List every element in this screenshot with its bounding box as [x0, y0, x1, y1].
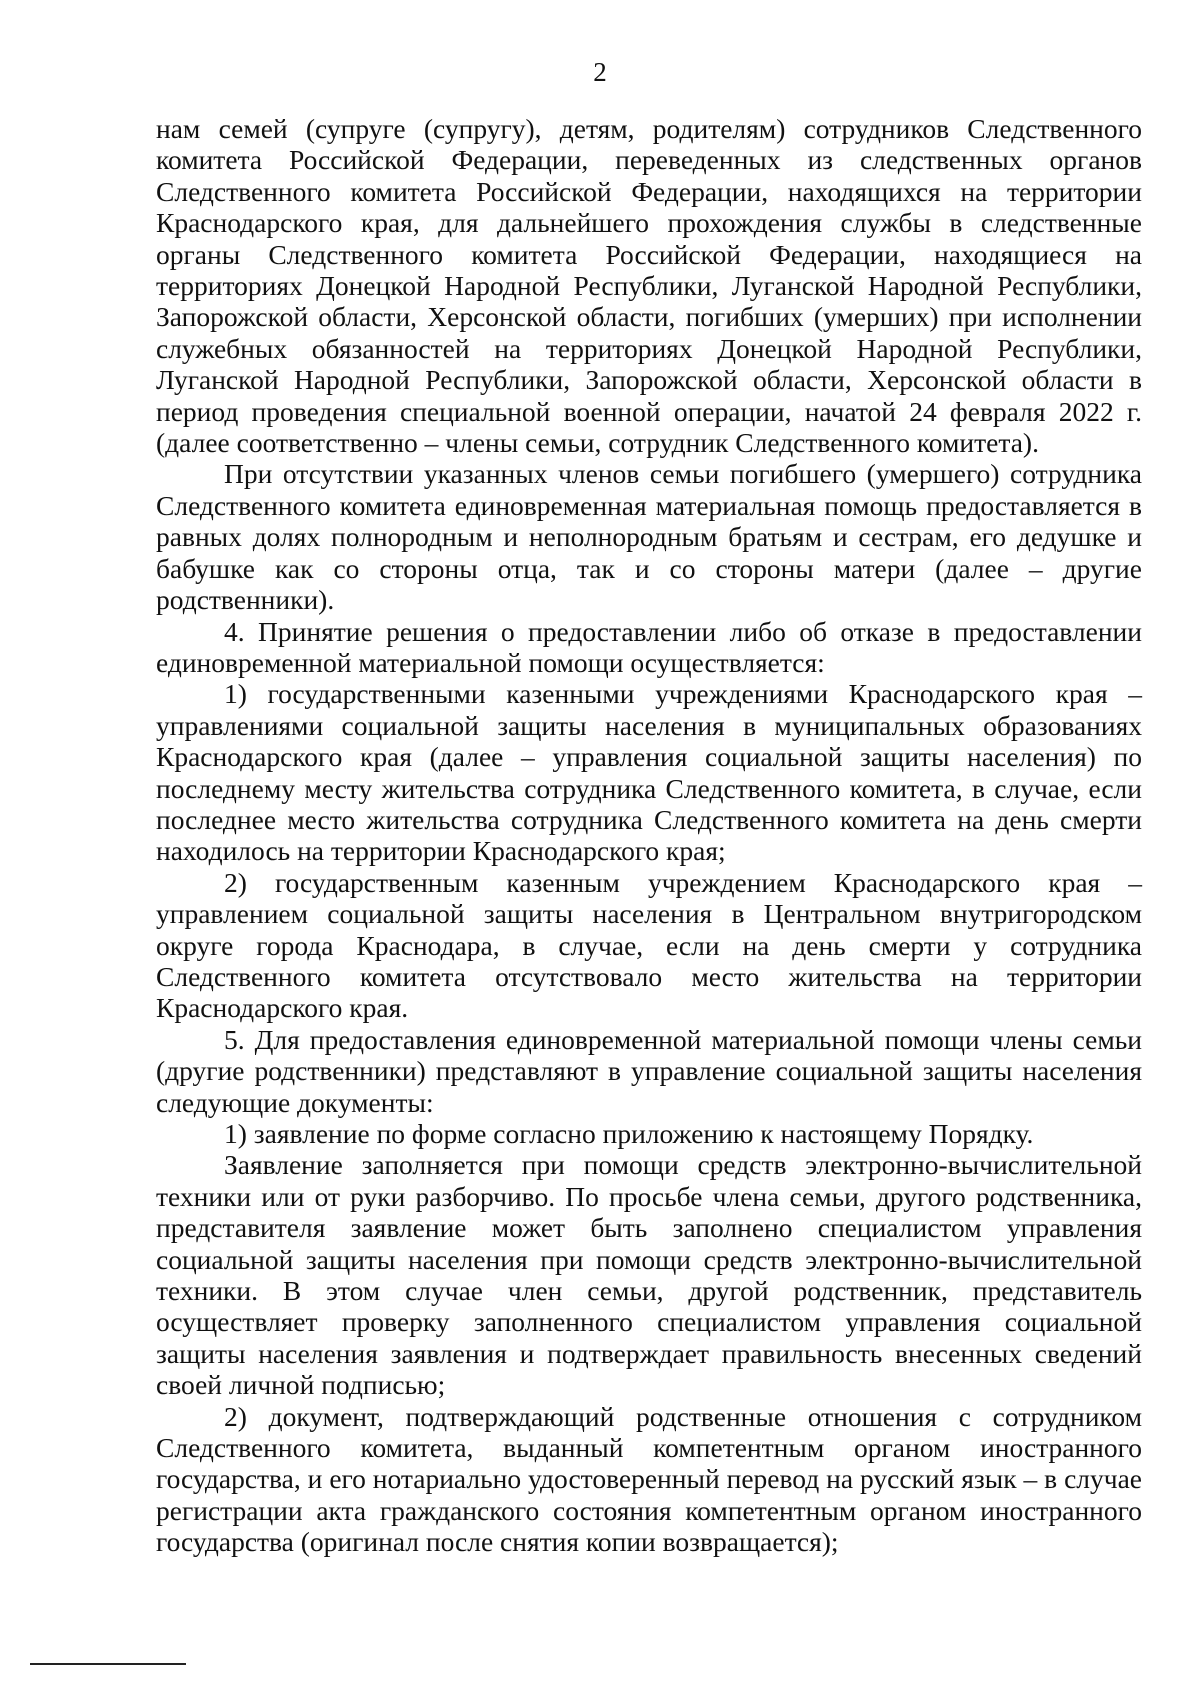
page-number: 2 — [593, 57, 607, 87]
paragraph-clause-4-item-2: 2) государственным казенным учреждением Краснодарского края – управлением социальной защиты населения в Центральном внутригородском округе города Краснодара, в случае, если на день смерти у сотрудника Следственного комитета отсутствовало место жительства на территории Краснодарского края. — [156, 866, 1142, 1024]
paragraph-clause-4: 4. Принятие решения о предоставлении либо об отказе в предоставлении единовременной материальной помощи осуществляется: — [156, 615, 1142, 678]
paragraph-continuation: нам семей (супруге (супругу), детям, родителям) сотрудников Следственного комитета Российской Федерации, переведенных из следственных органов Следственного комитета Российской Федерации, находящихся на территории Краснодарского края, для дальнейшего прохождения службы в следственные органы Следственного комитета Российской Федерации, находящиеся на территориях Донецкой Народной Республики, Луганской Народной Республики, Запорожской области, Херсонской области, погибших (умерших) при исполнении служебных обязанностей на территориях Донецкой Народной Республики, Луганской Народной Республики, Запорожской области, Херсонской области в период проведения специальной военной операции, начатой 24 февраля 2022 г. (далее соответственно – члены семьи, сотрудник Следственного комитета). — [156, 113, 1142, 459]
paragraph-application-filling: Заявление заполняется при помощи средств электронно-вычислительной техники или от руки разборчиво. По просьбе члена семьи, другого родственника, представителя заявление может быть заполнено специалистом управления социальной защиты населения при помощи средств электронно-вычислительной техники. В этом случае член семьи, другой родственник, представитель осуществляет проверку заполненного специалистом управления социальной защиты населения заявления и подтверждает правильность внесенных сведений своей личной подписью; — [156, 1149, 1142, 1401]
paragraph-clause-5-item-2: 2) документ, подтверждающий родственные отношения с сотрудником Следственного комитета, выданный компетентным органом иностранного государства, и его нотариально удостоверенный перевод на русский язык – в случае регистрации акта гражданского состояния компетентным органом иностранного государства (оригинал после снятия копии возвращается); — [156, 1400, 1142, 1558]
paragraph-clause-5: 5. Для предоставления единовременной материальной помощи члены семьи (другие родственники) представляют в управление социальной защиты населения следующие документы: — [156, 1023, 1142, 1118]
paragraph-other-relatives: При отсутствии указанных членов семьи погибшего (умершего) сотрудника Следственного комитета единовременная материальная помощь предоставляется в равных долях полнородным и неполнородным братьям и сестрам, его дедушке и бабушке как со стороны отца, так и со стороны матери (далее – другие родственники). — [156, 458, 1142, 616]
paragraph-clause-4-item-1: 1) государственными казенными учреждениями Краснодарского края – управлениями социальной защиты населения в муниципальных образованиях Краснодарского края (далее – управления социальной защиты населения) по последнему месту жительства сотрудника Следственного комитета, в случае, если последнее место жительства сотрудника Следственного комитета на день смерти находилось на территории Краснодарского края; — [156, 678, 1142, 867]
footnote-divider — [30, 1663, 186, 1665]
paragraph-clause-5-item-1: 1) заявление по форме согласно приложению к настоящему Порядку. — [224, 1118, 1034, 1149]
document-body — [156, 113, 1142, 1558]
